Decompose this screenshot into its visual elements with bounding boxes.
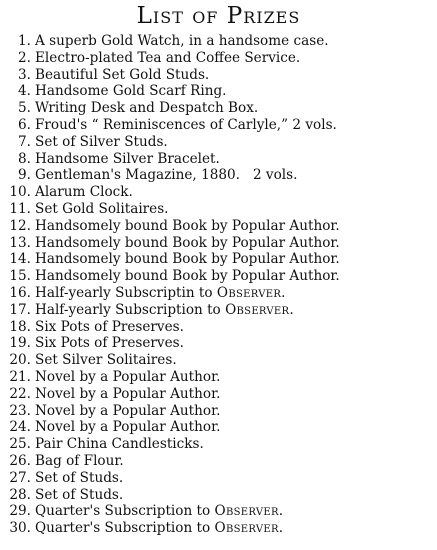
prize-description: Set of Studs. [35,486,124,503]
prize-description: Handsome Gold Scarf Ring. [35,83,227,100]
list-item [0,335,437,352]
prize-text [35,268,340,285]
prize-text [35,386,220,403]
prize-description: Handsomely bound Book by Popular Author. [35,268,340,285]
prize-number: 10. [9,184,31,201]
prize-text [35,352,177,369]
prize-list [0,33,437,537]
list-item [0,134,437,151]
prize-description: Pair China Candlesticks. [35,436,204,453]
prize-description: Electro-plated Tea and Coffee Service. [35,49,301,66]
prize-text [35,167,297,184]
prize-description: Set Silver Solitaires. [35,352,177,369]
prize-text [35,235,340,252]
prize-text [35,151,220,168]
prize-number: 28. [9,486,31,503]
prize-description: Handsomely bound Book by Popular Author. [35,217,340,234]
list-item [0,167,437,184]
list-item [0,487,437,504]
prize-number: 17. [9,301,31,318]
prize-description: Gentleman's Magazine, 1880. 2 vols. [35,167,298,184]
list-item [0,33,437,50]
list-item [0,117,437,134]
publication-name: Observer. [214,503,284,520]
prize-description: Set of Studs. [35,469,124,486]
list-item [0,503,437,520]
prize-text [35,520,283,537]
prize-number: 11. [9,200,31,217]
prize-text [35,33,329,50]
prize-text [35,218,340,235]
list-item [0,386,437,403]
list-item [0,151,437,168]
list-item [0,453,437,470]
list-item [0,369,437,386]
prize-number: 7. [18,133,31,150]
prize-number: 9. [18,167,31,184]
list-item [0,83,437,100]
prize-description: Half-yearly Subscription to [35,301,226,318]
prize-number: 24. [9,419,31,436]
prize-number: 1. [18,33,31,49]
prize-number: 27. [9,469,31,486]
list-item [0,67,437,84]
prize-description: A superb Gold Watch, in a handsome case. [35,33,329,49]
prize-number: 26. [9,452,31,469]
prize-text [35,335,184,352]
prize-text [35,117,337,134]
prize-number: 16. [9,284,31,301]
prize-number: 18. [9,318,31,335]
list-item [0,302,437,319]
prize-description: Handsome Silver Bracelet. [35,150,220,167]
list-item [0,436,437,453]
prize-number: 3. [18,66,31,83]
prize-text [35,50,300,67]
list-item [0,235,437,252]
prize-text [35,503,283,520]
prize-text [35,100,258,117]
prize-description: Novel by a Popular Author. [35,385,221,402]
prize-description: Writing Desk and Despatch Box. [35,100,259,117]
list-item [0,218,437,235]
prize-number: 8. [18,150,31,167]
publication-name: Observer. [216,284,286,301]
publication-name: Observer. [214,520,284,537]
prize-text [35,251,340,268]
prize-number: 22. [9,385,31,402]
prize-description: Handsomely bound Book by Popular Author. [35,251,340,268]
prize-number: 15. [9,268,31,285]
prize-description: Novel by a Popular Author. [35,368,221,385]
prize-number: 20. [9,352,31,369]
list-item [0,520,437,537]
prize-description: Novel by a Popular Author. [35,419,221,436]
prize-text [35,487,123,504]
list-item [0,268,437,285]
prize-number: 6. [18,116,31,133]
prize-description: Froud's “ Reminiscences of Carlyle,” 2 vols. [35,116,337,133]
prize-text [35,67,209,84]
prize-description: Set Gold Solitaires. [35,200,169,217]
prize-text [35,436,204,453]
publication-name: Observer. [225,301,294,318]
prize-text [35,134,168,151]
list-item [0,251,437,268]
prize-text [35,285,286,302]
prize-number: 14. [9,251,31,268]
prize-text [35,302,294,319]
prize-description: Novel by a Popular Author. [35,402,221,419]
prize-description: Beautiful Set Gold Studs. [35,66,210,83]
prize-description: Handsomely bound Book by Popular Author. [35,234,340,251]
prize-description: Quarter's Subscription to [35,503,215,520]
prize-text [35,453,124,470]
prize-description: Set of Silver Studs. [35,133,168,150]
list-item [0,285,437,302]
prize-number: 12. [9,217,31,234]
prize-number: 2. [18,49,31,66]
prize-description: Alarum Clock. [35,184,133,201]
list-item [0,201,437,218]
list-item [0,184,437,201]
prize-text [35,184,133,201]
prize-number: 21. [9,368,31,385]
prize-text [35,201,169,218]
prize-text [35,319,184,336]
prize-description: Six Pots of Preserves. [35,335,184,352]
page-title: List of Prizes [136,3,301,29]
prize-description: Half-yearly Subscriptin to [35,284,217,301]
prize-text [35,369,220,386]
prize-description: Six Pots of Preserves. [35,318,184,335]
prize-number: 23. [9,402,31,419]
prize-number: 19. [9,335,31,352]
prize-text [35,83,227,100]
list-item [0,403,437,420]
prize-text [35,419,220,436]
prize-description: Quarter's Subscription to [35,520,215,537]
prize-text [35,403,220,420]
prize-number: 29. [9,503,31,520]
list-item [0,319,437,336]
prize-number: 25. [9,436,31,453]
prize-text [35,470,123,487]
list-item [0,470,437,487]
prize-description: Bag of Flour. [35,452,124,469]
prize-number: 30. [9,520,31,537]
prize-number: 13. [9,234,31,251]
prize-number: 5. [18,100,31,117]
prize-number: 4. [18,83,31,100]
list-item [0,50,437,67]
list-item [0,352,437,369]
list-item [0,419,437,436]
list-item [0,100,437,117]
